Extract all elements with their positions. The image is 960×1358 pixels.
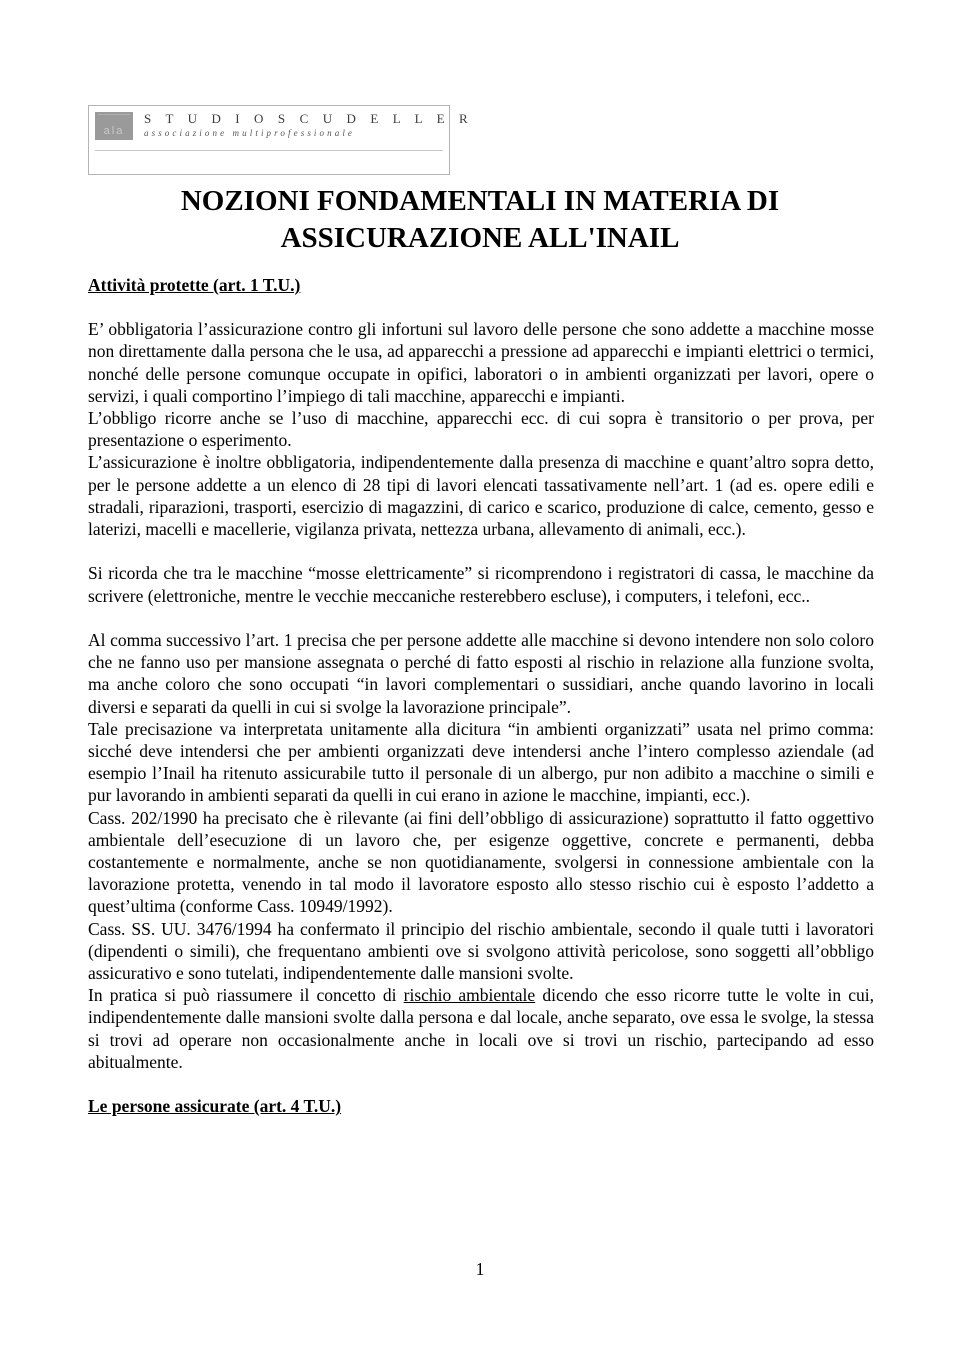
paragraph-6: Tale precisazione va interpretata unitamente alla dicitura “in ambienti organizzati” usata nel primo comma: sicché deve intendersi che per ambienti organizzati deve intendersi anche l’intero complesso aziendale (ad esempio l’Inail ha ritenuto assicurabile tutto il personale di un albergo, pur non adibito a macchine o simili e pur lavorando in ambienti separati da quelli in cui erano in azione le macchine, impianti, ecc.). <box>88 718 874 806</box>
section-heading-attivita-protette: Attività protette (art. 1 T.U.) <box>88 275 301 295</box>
paragraph-9-part-2: dicendo che esso ricorre tutte le volte in cui, indipendentemente dalle mansioni svolte dalla persona e dal locale, anche separato, ove essa le svolge, la stessa si trovi ad operare non occasionalmente anche in locali ove si trovi un rischio, partecipando ad esso abitualmente. <box>88 985 874 1072</box>
paragraph-5: Al comma successivo l’art. 1 precisa che per persone addette alle macchine si devono intendere non solo coloro che ne fanno uso per mansione assegnata o perché di fatto esposti al rischio in relazione alla funzione svolta, ma anche coloro che sono occupati “in lavori complementari o sussidiari, anche quando lavorino in locali diversi e separati da quelli in cui si svolge la lavorazione principale”. <box>88 630 874 717</box>
studio-scudeller-logo-icon <box>95 112 133 140</box>
brand-subtitle: associazione multiprofessionale <box>144 128 356 138</box>
logo-mark-text: ala <box>103 125 125 137</box>
letterhead-content <box>89 106 474 140</box>
letterhead-box <box>88 105 474 175</box>
spacer <box>88 1073 874 1095</box>
letterhead-divider <box>95 150 443 151</box>
document-body <box>88 274 874 1117</box>
paragraph-7: Cass. 202/1990 ha precisato che è rilevante (ai fini dell’obbligo di assicurazione) soprattutto il fatto oggettivo ambientale dell’esecuzione di un lavoro che, per esigenze oggettive, concrete e permanenti, debba costantemente e normalmente, anche se non quotidianamente, svolgersi in connessione ambientale con la lavorazione protetta, venendo in tal modo il lavoratore esposto allo stesso rischio cui è esposto l’addetto a quest’ultima (conforme Cass. 10949/1992). <box>88 807 874 917</box>
spacer <box>88 607 874 629</box>
paragraph-4: Si ricorda che tra le macchine “mosse elettricamente” si ricomprendono i registratori di cassa, le macchine da scrivere (elettroniche, mentre le vecchie meccaniche resterebbero escluse), i computers, i telefoni, ecc.. <box>88 563 874 606</box>
page-title-line-1: NOZIONI FONDAMENTALI IN MATERIA DI <box>180 185 780 217</box>
paragraph-2: L’obbligo ricorre anche se l’uso di macchine, apparecchi ecc. di cui sopra è transitorio o per prova, per presentazione o esperimento. <box>88 408 874 451</box>
page-title-line-2: ASSICURAZIONE ALL'INAIL <box>280 222 680 254</box>
logo-top-bar <box>98 114 130 115</box>
page-title <box>88 183 872 257</box>
section-heading-le-persone-assicurate: Le persone assicurate (art. 4 T.U.) <box>88 1096 342 1117</box>
paragraph-9-part-1: In pratica si può riassumere il concetto di <box>88 985 404 1006</box>
paragraph-1: E’ obbligatoria l’assicurazione contro gli infortuni sul lavoro delle persone che sono addette a macchine mosse non direttamente dalla persona che le usa, ad apparecchi a pressione ad apparecchi e impianti elettrici o termici, nonché delle persone comunque occupate in opifici, laboratori o in ambienti organizzati per lavori, opere o servizi, i quali comportino l’impiego di tali macchine, apparecchi e impianti. <box>88 319 874 406</box>
emphasis-rischio-ambientale: rischio ambientale <box>403 985 536 1006</box>
paragraph-8: Cass. SS. UU. 3476/1994 ha confermato il principio del rischio ambientale, secondo il quale tutti i lavoratori (dipendenti o simili), che frequentano ambienti ove si svolgono attività pericolose, sono soggetti all’obbligo assicurativo e sono tutelati, indipendentemente dalle mansioni svolte. <box>88 918 874 984</box>
page-number: 1 <box>475 1259 485 1279</box>
spacer <box>88 540 874 562</box>
brand-name: S T U D I O S C U D E L L E R <box>144 111 474 126</box>
paragraph-9 <box>88 984 874 1073</box>
spacer <box>88 296 874 318</box>
brand-block <box>144 110 473 139</box>
paragraph-3: L’assicurazione è inoltre obbligatoria, indipendentemente dalla presenza di macchine e quant’altro sopra detto, per le persone addette a un elenco di 28 tipi di lavori elencati tassativamente nell’art. 1 (ad es. opere edili e stradali, riparazioni, trasporti, esercizio di magazzini, di carico e scarico, produzione di calce, cemento, gesso e laterizi, macelli e macellerie, vigilanza privata, nettezza urbana, allevamento di animali, ecc.). <box>88 452 874 540</box>
